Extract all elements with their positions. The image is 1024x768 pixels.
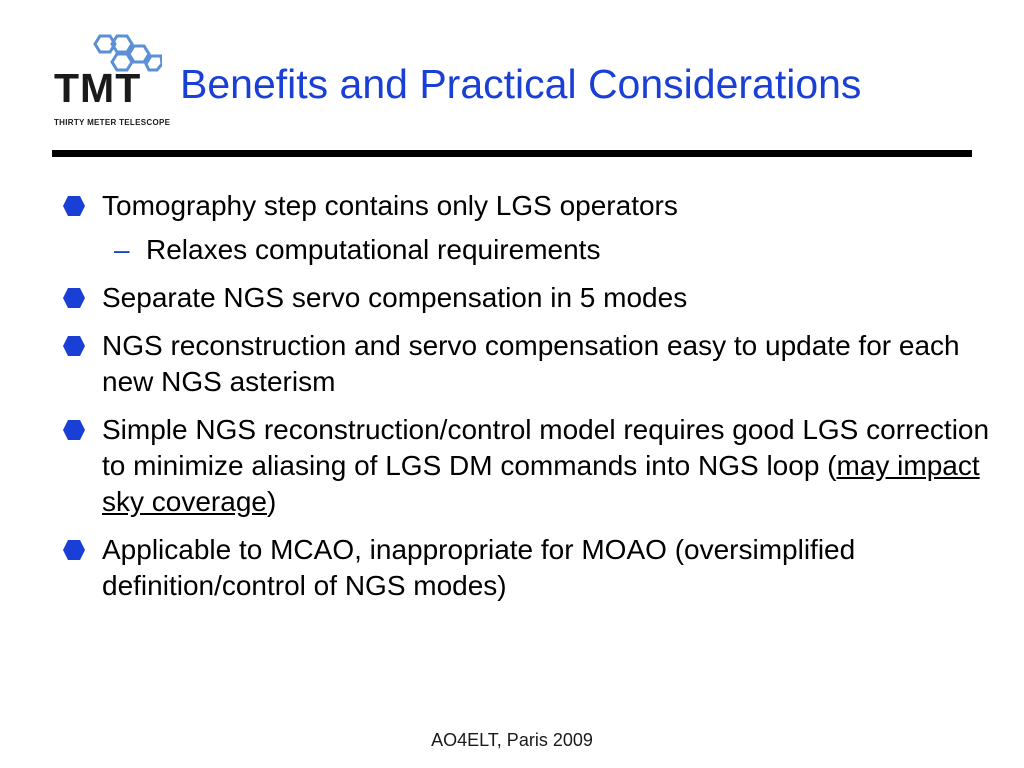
hexagon-bullet-icon [62, 287, 86, 309]
bullet-text-after: ) [266, 486, 277, 517]
hexagon-bullet-icon [62, 539, 86, 561]
bullet-text: Separate NGS servo compensation in 5 modes [102, 282, 688, 313]
bullet-text [102, 414, 989, 517]
bullet-item [60, 412, 1010, 520]
bullet-text-before: Simple NGS reconstruction/control model requires good LGS correction to minimize aliasing of LGS DM commands into NGS loop ( [102, 414, 990, 481]
bullet-item [60, 280, 1010, 316]
tmt-logo [52, 34, 192, 134]
bullet-item [60, 532, 1010, 604]
sub-bullet-text: Relaxes computational requirements [146, 234, 601, 265]
sky-coverage-link[interactable]: may impact sky coverage [102, 450, 980, 517]
bullet-text: Tomography step contains only LGS operators [102, 190, 678, 221]
bullet-item [60, 328, 1010, 400]
sub-bullet-item [60, 232, 1010, 268]
title-divider [52, 150, 972, 157]
bullet-text: Applicable to MCAO, inappropriate for MOAO (oversimplified definition/control of NGS modes) [102, 534, 856, 601]
bullet-item [60, 188, 1010, 224]
slide-footer: AO4ELT, Paris 2009 [431, 730, 593, 750]
slide-title: Benefits and Practical Considerations [180, 61, 862, 107]
bullet-text: NGS reconstruction and servo compensation easy to update for each new NGS asterism [102, 330, 960, 397]
slide-content [60, 188, 1010, 616]
hexagon-bullet-icon [62, 419, 86, 441]
logo-wordmark: TMT [54, 65, 142, 111]
logo-subtitle: THIRTY METER TELESCOPE [54, 118, 171, 127]
hexagon-bullet-icon [62, 195, 86, 217]
dash-bullet-icon: – [114, 234, 130, 265]
hexagon-bullet-icon [62, 335, 86, 357]
